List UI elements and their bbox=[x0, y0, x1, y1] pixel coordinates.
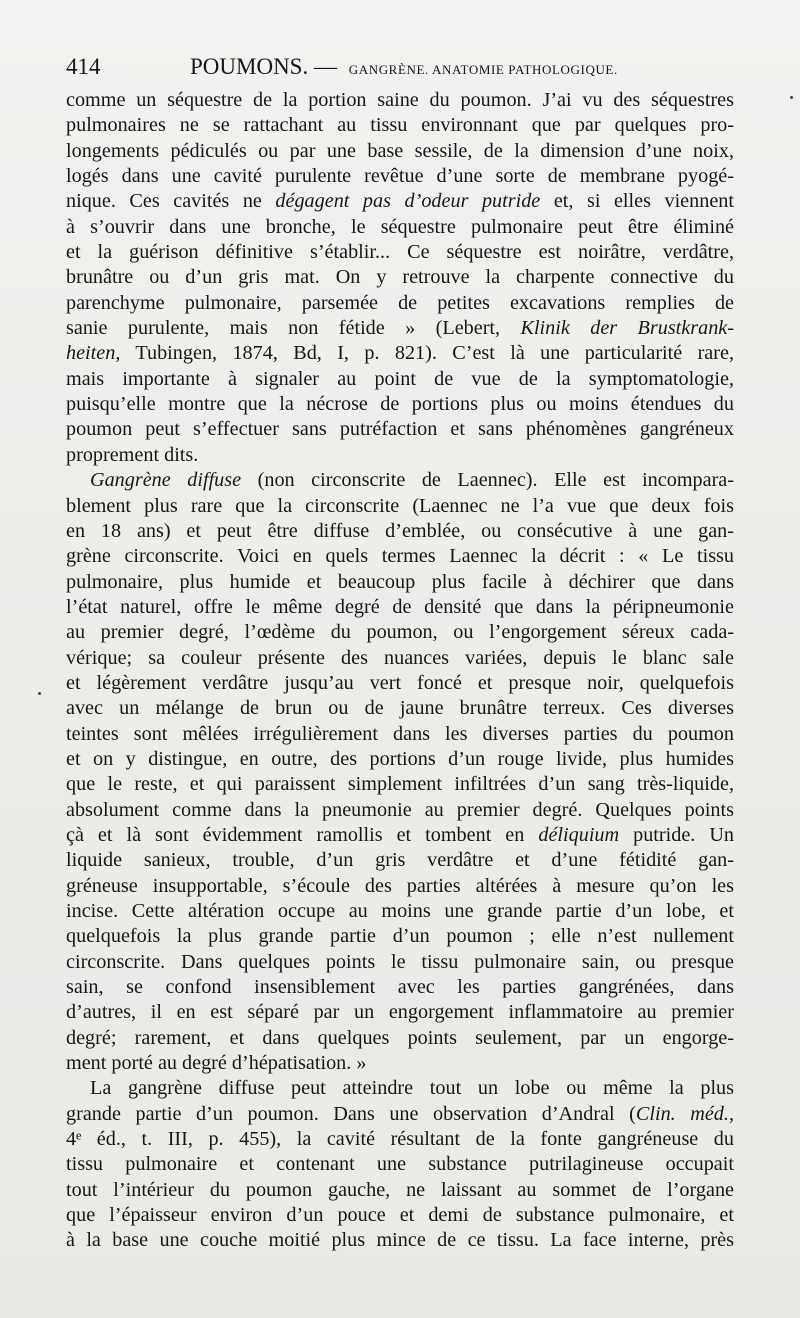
page-number: 414 bbox=[66, 54, 101, 79]
text-segment: comme un séquestre de la portion saine du poumon. J’ai vu des séquestres bbox=[66, 89, 734, 111]
running-title bbox=[190, 54, 618, 80]
text-segment: parenchyme pulmonaire, parsemée de petites excavations remplies de bbox=[66, 291, 734, 314]
text-segment: proprement dits. bbox=[66, 443, 199, 466]
text-segment: que l’épaisseur environ d’un pouce et demi de substance pulmonaire, et bbox=[66, 1204, 734, 1227]
text-line bbox=[66, 595, 734, 620]
text-segment: pulmonaires ne se rattachant au tissu environnant que par quelques pro- bbox=[66, 114, 734, 137]
text-segment: l’état naturel, offre le même degré de densité que dans la péripneumonie bbox=[66, 595, 734, 618]
text-line bbox=[66, 722, 734, 747]
text-line bbox=[66, 1102, 734, 1127]
text-segment: et légèrement verdâtre jusqu’au vert foncé et presque noir, quelquefois bbox=[66, 671, 734, 694]
text-line bbox=[66, 443, 734, 468]
text-line bbox=[66, 240, 734, 265]
text-line bbox=[66, 367, 734, 392]
text-segment: brunâtre ou d’un gris mat. On y retrouve la charpente connective du bbox=[66, 266, 734, 289]
text-segment: (non circonscrite de Laennec). Elle est incompara- bbox=[241, 469, 734, 492]
text-line bbox=[66, 468, 734, 493]
text-line bbox=[66, 139, 734, 164]
text-line bbox=[66, 88, 734, 113]
text-segment: au premier degré, l’œdème du poumon, ou l’engorgement séreux cada- bbox=[66, 621, 734, 644]
text-segment: poumon peut s’effectuer sans putréfaction et sans phénomènes gangréneux bbox=[66, 418, 734, 441]
text-segment: en 18 ans) et peut être diffuse d’emblée, ou consécutive à une gan- bbox=[66, 519, 734, 542]
text-line bbox=[66, 519, 734, 544]
text-segment: degré; rarement, et dans quelques points seulement, par un engorge- bbox=[66, 1026, 734, 1049]
text-segment: Tubingen, 1874, Bd, I, p. 821). C’est là une particularité rare, bbox=[120, 342, 734, 365]
text-line bbox=[66, 696, 734, 721]
text-segment: que le reste, et qui paraissent simplement infiltrées d’un sang très-liquide, bbox=[66, 773, 734, 796]
text-line bbox=[66, 1026, 734, 1051]
text-segment: nique. Ces cavités ne bbox=[66, 190, 276, 213]
text-line bbox=[66, 950, 734, 975]
text-segment: 4ᵉ éd., t. III, p. 455), la cavité résultant de la fonte gangréneuse du bbox=[66, 1128, 734, 1151]
text-line bbox=[66, 113, 734, 138]
text-line bbox=[66, 189, 734, 214]
text-segment: d’autres, il en est séparé par un engorgement inflammatoire au premier bbox=[66, 1001, 734, 1024]
text-segment: grène circonscrite. Voici en quels termes Laennec la décrit : « Le tissu bbox=[66, 545, 734, 568]
section-subtitle: GANGRÈNE. ANATOMIE PATHOLOGIQUE. bbox=[348, 62, 618, 77]
text-segment: logés dans une cavité purulente revêtue d’une sorte de membrane pyogé- bbox=[66, 165, 734, 188]
text-segment: çà et là sont évidemment ramollis et tombent en bbox=[66, 823, 539, 846]
body-text bbox=[66, 88, 734, 1254]
text-line bbox=[66, 1152, 734, 1177]
text-line bbox=[66, 620, 734, 645]
text-line bbox=[66, 1000, 734, 1025]
text-segment: teintes sont mêlées irrégulièrement dans les diverses parties du poumon bbox=[66, 722, 734, 745]
text-line bbox=[66, 417, 734, 442]
italic-text: dégagent pas d’odeur putride bbox=[275, 190, 541, 213]
running-header bbox=[66, 50, 734, 84]
text-segment: incise. Cette altération occupe au moins une grande partie d’un lobe, et bbox=[66, 900, 734, 922]
text-segment: et, si elles viennent bbox=[540, 190, 734, 213]
text-line bbox=[66, 848, 734, 873]
text-line bbox=[66, 1203, 734, 1228]
text-segment: gréneuse insupportable, s’écoule des parties altérées à mesure qu’on les bbox=[66, 874, 734, 897]
italic-text: Klinik der Brustkrank- bbox=[520, 317, 734, 340]
text-line bbox=[66, 798, 734, 823]
italic-text: Gangrène diffuse bbox=[90, 469, 242, 492]
text-line bbox=[66, 164, 734, 189]
text-line bbox=[66, 1127, 734, 1152]
italic-text: déliquium bbox=[538, 823, 620, 846]
chapter-title: POUMONS. bbox=[190, 54, 309, 79]
text-segment: ment porté au degré d’hépatisation. » bbox=[66, 1052, 367, 1075]
text-line bbox=[66, 1228, 734, 1253]
text-segment: tout l’intérieur du poumon gauche, ne laissant au sommet de l’organe bbox=[66, 1178, 734, 1201]
text-segment: quelquefois la plus grande partie d’un poumon ; elle n’est nullement bbox=[66, 925, 734, 948]
title-dash: — bbox=[308, 54, 343, 79]
text-segment: pulmonaire, plus humide et beaucoup plus facile à déchirer que dans bbox=[66, 570, 734, 593]
text-segment: circonscrite. Dans quelques points le tissu pulmonaire sain, ou presque bbox=[66, 950, 734, 973]
text-segment: sanie purulente, mais non fétide » (Lebert, bbox=[66, 317, 521, 340]
text-line bbox=[66, 823, 734, 848]
text-segment: absolument comme dans la pneumonie au premier degré. Quelques points bbox=[66, 798, 734, 821]
text-segment: La gangrène diffuse peut atteindre tout un lobe ou même la plus bbox=[90, 1077, 734, 1100]
text-line bbox=[66, 747, 734, 772]
text-segment: putride. Un bbox=[619, 823, 734, 846]
text-segment: vérique; sa couleur présente des nuances variées, depuis le blanc sale bbox=[66, 646, 734, 669]
text-segment: tissu pulmonaire et contenant une substance putrilagineuse occupait bbox=[66, 1153, 734, 1176]
text-line bbox=[66, 874, 734, 899]
text-line bbox=[66, 341, 734, 366]
text-segment: à s’ouvrir dans une bronche, le séquestre pulmonaire peut être éliminé bbox=[66, 215, 734, 238]
text-line bbox=[66, 1051, 734, 1076]
text-line bbox=[66, 316, 734, 341]
text-line bbox=[66, 1178, 734, 1203]
text-line bbox=[66, 544, 734, 569]
italic-text: Clin. méd., bbox=[635, 1102, 734, 1125]
text-line bbox=[66, 899, 734, 924]
text-segment: puisqu’elle montre que la nécrose de portions plus ou moins étendues du bbox=[66, 393, 734, 416]
italic-text: heiten, bbox=[66, 342, 121, 365]
text-line bbox=[66, 671, 734, 696]
text-line bbox=[66, 291, 734, 316]
text-segment: et on y distingue, en outre, des portions d’un rouge livide, plus humides bbox=[66, 747, 734, 770]
text-segment: longements pédiculés ou par une base sessile, de la dimension d’une noix, bbox=[66, 139, 734, 162]
text-segment: blement plus rare que la circonscrite (Laennec ne l’a vue que deux fois bbox=[66, 494, 734, 517]
text-segment: liquide sanieux, trouble, d’un gris verdâtre et d’une fétidité gan- bbox=[66, 849, 734, 872]
text-line bbox=[66, 215, 734, 240]
text-line bbox=[66, 646, 734, 671]
text-segment: à la base une couche moitié plus mince de ce tissu. La face interne, près bbox=[66, 1229, 734, 1252]
text-line bbox=[66, 570, 734, 595]
text-segment: et la guérison définitive s’établir... Ce séquestre est noirâtre, verdâtre, bbox=[66, 241, 734, 264]
text-segment: grande partie d’un poumon. Dans une observation d’Andral ( bbox=[66, 1102, 636, 1125]
text-line bbox=[66, 975, 734, 1000]
text-line bbox=[66, 924, 734, 949]
text-segment: sain, se confond insensiblement avec les parties gangrénées, dans bbox=[66, 976, 734, 999]
margin-speck bbox=[790, 96, 793, 99]
text-line bbox=[66, 772, 734, 797]
text-segment: avec un mélange de brun ou de jaune brunâtre terreux. Ces diverses bbox=[66, 697, 734, 720]
margin-speck bbox=[38, 692, 41, 695]
text-line bbox=[66, 494, 734, 519]
text-line bbox=[66, 265, 734, 290]
text-segment: mais importante à signaler au point de vue de la symptomatologie, bbox=[66, 367, 734, 390]
text-line bbox=[66, 1076, 734, 1101]
text-line bbox=[66, 392, 734, 417]
